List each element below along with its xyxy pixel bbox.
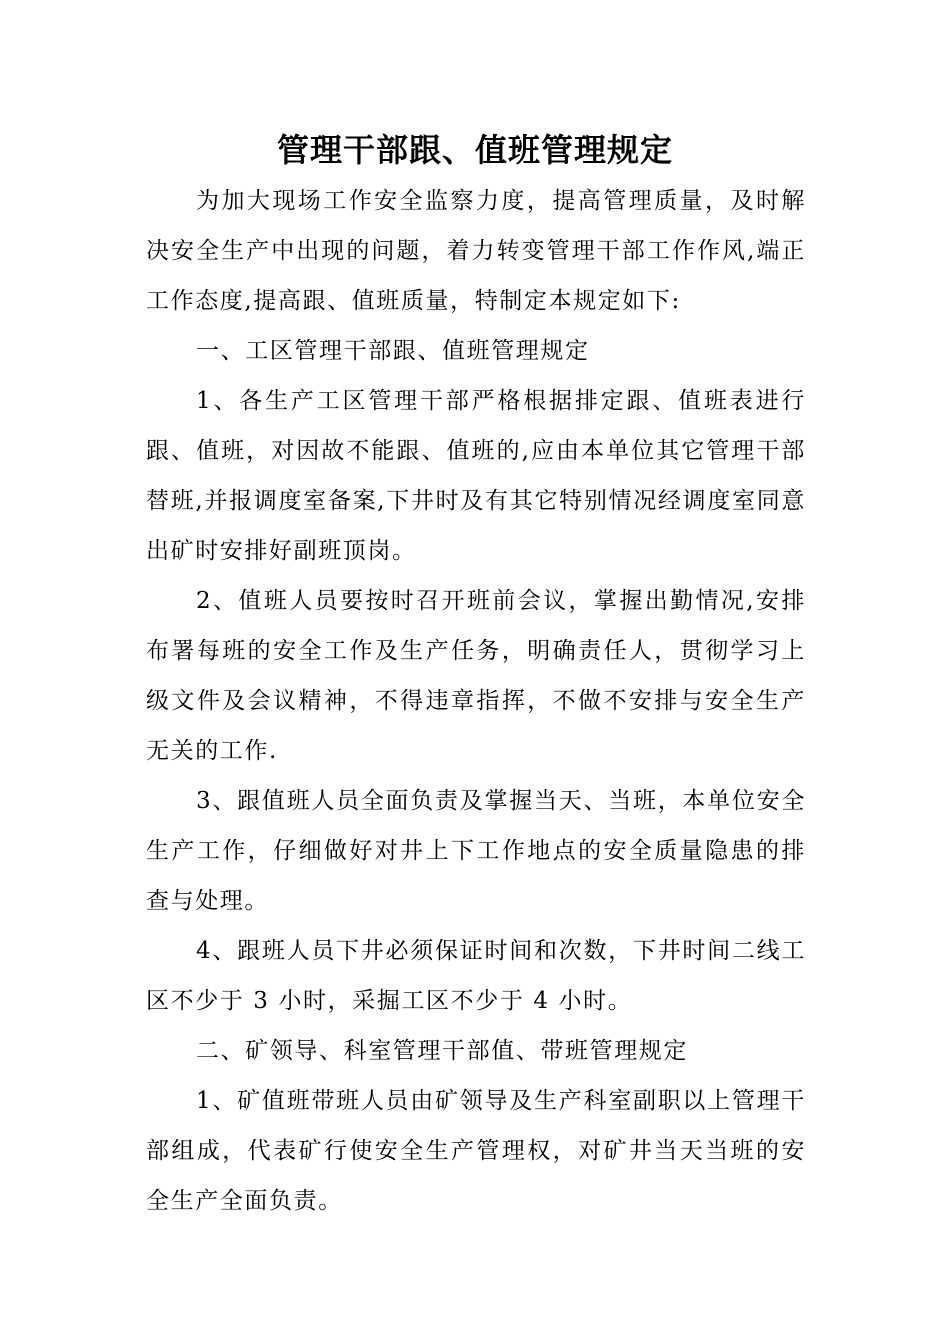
document-body <box>146 176 806 1226</box>
section-1-item-4: 4、跟班人员下井必须保证时间和次数，下井时间二线工区不少于 3 小时，采掘工区不少于 4 小时。 <box>146 938 806 1014</box>
section-1-item-1: 1、各生产工区管理干部严格根据排定跟、值班表进行跟、值班，对因故不能跟、值班的,应由本单位其它管理干部替班,并报调度室备案,下井时及有其它特别情况经调度室同意出矿时安排好副班顶岗。 <box>146 388 806 564</box>
section-1-item-3: 3、跟值班人员全面负责及掌握当天、当班，本单位安全生产工作，仔细做好对井上下工作地点的安全质量隐患的排查与处理。 <box>146 788 806 914</box>
section-2-item-1: 1、矿值班带班人员由矿领导及生产科室副职以上管理干部组成，代表矿行使安全生产管理权，对矿井当天当班的安全生产全面负责。 <box>146 1088 806 1214</box>
document-title: 管理干部跟、值班管理规定 <box>276 131 673 169</box>
intro-paragraph: 为加大现场工作安全监察力度，提高管理质量，及时解决安全生产中出现的问题，着力转变管理干部工作作风,端正工作态度,提高跟、值班质量，特制定本规定如下: <box>146 188 806 314</box>
section-heading-2: 二、矿领导、科室管理干部值、带班管理规定 <box>196 1038 688 1064</box>
section-1-item-2: 2、值班人员要按时召开班前会议，掌握出勤情况,安排布署每班的安全工作及生产任务，明确责任人，贯彻学习上级文件及会议精神，不得违章指挥，不做不安排与安全生产无关的工作. <box>146 588 806 764</box>
section-heading-1: 一、工区管理干部跟、值班管理规定 <box>196 338 590 364</box>
